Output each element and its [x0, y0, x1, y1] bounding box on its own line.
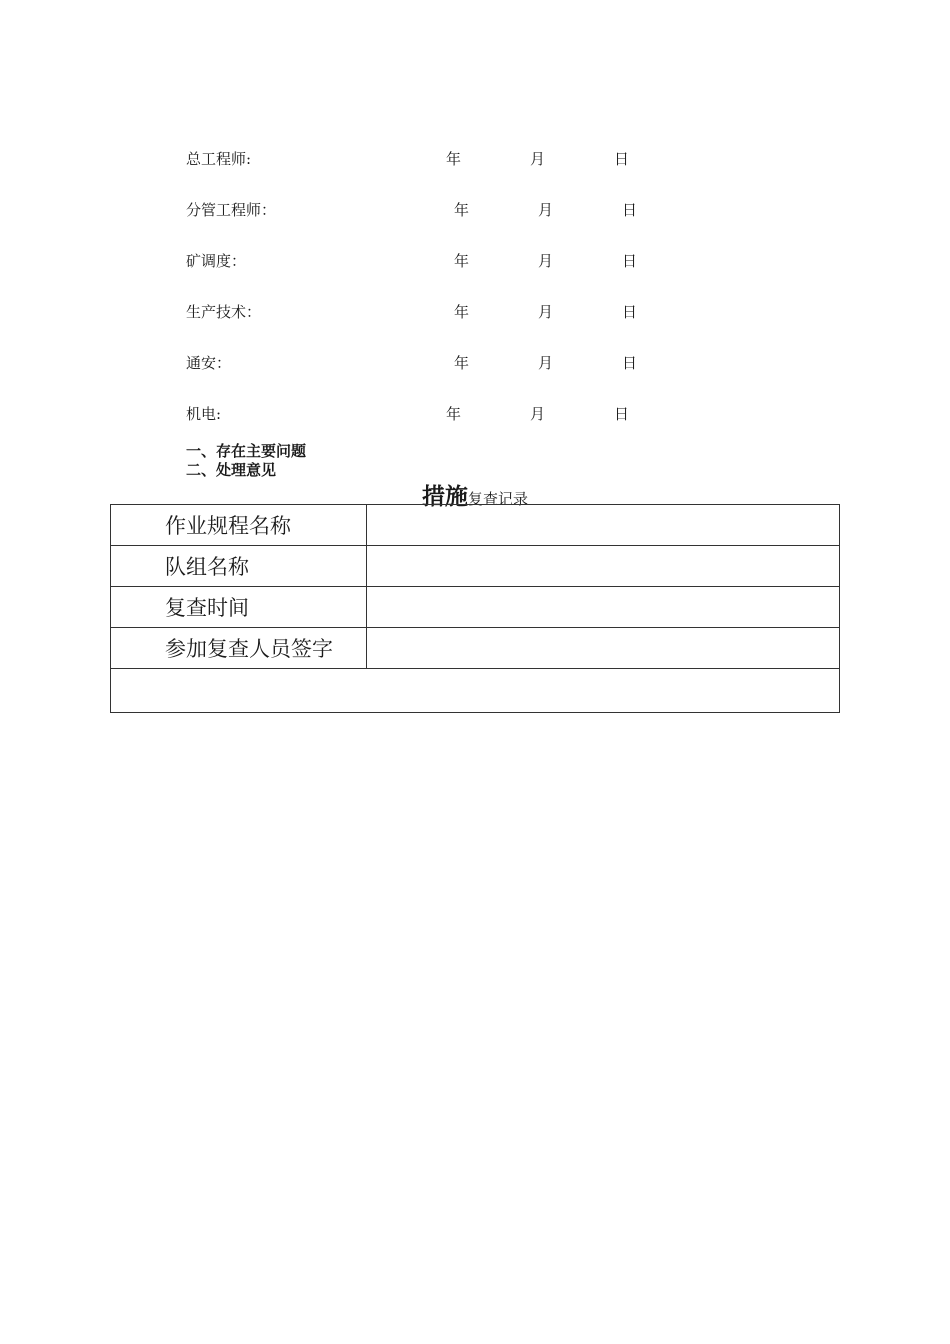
month-label: 月	[538, 354, 554, 372]
row-label-review-time: 复查时间	[111, 587, 367, 628]
day-label: 日	[622, 354, 638, 372]
year-label: 年	[446, 150, 462, 168]
table-row	[111, 505, 840, 546]
record-title-sub: 复查记录	[467, 490, 528, 508]
row-value-review-time[interactable]	[367, 587, 840, 628]
month-label: 月	[538, 201, 554, 219]
day-label: 日	[614, 405, 630, 423]
table-row-blank	[111, 669, 840, 713]
table-row	[111, 628, 840, 669]
year-label: 年	[454, 303, 470, 321]
signature-row-dispatch	[186, 250, 646, 272]
signature-label: 矿调度：	[186, 252, 247, 270]
year-label: 年	[454, 201, 470, 219]
year-label: 年	[446, 405, 462, 423]
row-label-reviewer-signatures: 参加复查人员签字	[111, 628, 367, 669]
month-label: 月	[530, 405, 546, 423]
year-label: 年	[454, 354, 470, 372]
signature-row-ventilation-safety	[186, 352, 646, 374]
year-label: 年	[454, 252, 470, 270]
row-value-procedure-name[interactable]	[367, 505, 840, 546]
signature-row-production-tech	[186, 301, 646, 323]
signature-row-electromechanical	[186, 403, 646, 425]
day-label: 日	[622, 303, 638, 321]
month-label: 月	[538, 252, 554, 270]
day-label: 日	[614, 150, 630, 168]
blank-footer-cell[interactable]	[111, 669, 840, 713]
record-title-main: 措施	[421, 484, 468, 510]
table-row	[111, 546, 840, 587]
signature-row-chief-engineer	[186, 148, 646, 170]
signature-label: 机电:	[186, 405, 222, 423]
signature-label: 分管工程师：	[186, 201, 277, 219]
row-label-team-name: 队组名称	[111, 546, 367, 587]
section-heading-problems: 一、存在主要问题	[186, 442, 307, 460]
month-label: 月	[530, 150, 546, 168]
signature-label: 总工程师:	[186, 150, 252, 168]
table-row	[111, 587, 840, 628]
review-record-table	[110, 504, 840, 713]
signature-label: 通安：	[186, 354, 232, 372]
row-label-procedure-name: 作业规程名称	[111, 505, 367, 546]
day-label: 日	[622, 201, 638, 219]
day-label: 日	[622, 252, 638, 270]
row-value-reviewer-signatures[interactable]	[367, 628, 840, 669]
signature-row-deputy-engineer	[186, 199, 646, 221]
row-value-team-name[interactable]	[367, 546, 840, 587]
signature-label: 生产技术：	[186, 303, 262, 321]
month-label: 月	[538, 303, 554, 321]
section-heading-opinions: 二、处理意见	[186, 461, 277, 479]
